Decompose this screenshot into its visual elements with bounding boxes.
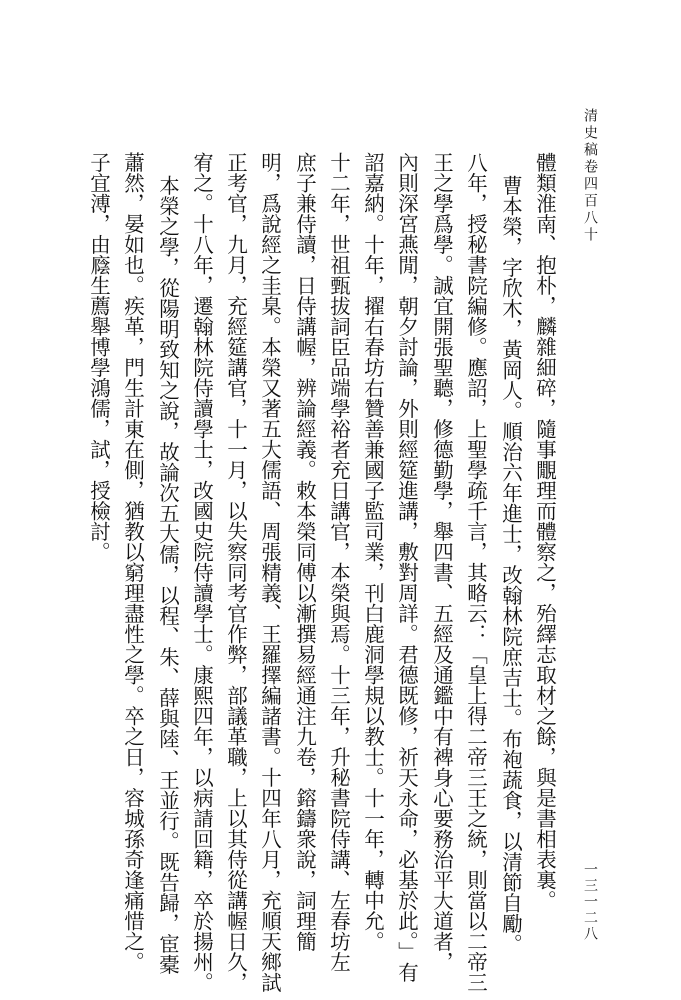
text-column-14: 子宜溥，由廕生薦舉博學鴻儒，試，授檢討。 — [86, 152, 111, 562]
running-title: 清史稿卷四百八十 — [582, 108, 598, 244]
text-column-10: 正考官，九月，充經筵講官，十一月，以失察同考官作弊，部議革職，上以其侍從講幄日久， — [223, 152, 248, 993]
text-column-7: 十二年，世祖甄拔詞臣品端學裕者充日講官，本榮與焉。十三年，升秘書院侍講、左春坊左 — [326, 152, 351, 972]
text-column-1: 體類淮南、抱朴，麟雜細碎，隨事覵理而體察之，殆繹志取材之餘，與是書相表裏。 — [532, 152, 557, 911]
text-column-13: 蕭然，晏如也。疾革，門生計東在側，猶教以窮理盡性之學。卒之日，容城孫奇逢痛惜之。 — [120, 152, 145, 972]
text-column-11: 宥之。十八年，遷翰林院侍讀學士，改國史院侍讀學士。康熙四年，以病請回籍，卒於揚州。 — [189, 152, 214, 993]
text-column-12: 本榮之學，從陽明致知之說，故論次五大儒，以程、朱、薛與陸、王並行。既告歸，宦橐 — [155, 175, 180, 975]
text-column-6: 詔嘉納。十年，擢右春坊右贊善兼國子監司業，刊白鹿洞學規以教士。十一年，轉中允。 — [360, 152, 385, 952]
text-column-8: 庶子兼侍讀，日侍講幄，辨論經義。敕本榮同傅以漸撰易經通注九卷，鎔鑄衆說，詞理簡 — [292, 152, 317, 952]
text-column-9: 明，爲說經之圭臬。本榮又著五大儒語、周張精義、王羅擇編諸書。十四年八月，充順天鄉試 — [257, 152, 282, 993]
text-column-4: 王之學爲學。誠宜開張聖聽，修德勤學，舉四書、五經及通鑑中有裨身心要務治平大道者， — [429, 152, 454, 972]
page-number: 一三一二八 — [582, 862, 598, 942]
text-column-2: 曹本榮，字欣木，黃岡人。順治六年進士，改翰林院庶吉士。布袍蔬食，以清節自勵。 — [498, 175, 523, 954]
text-column-3: 八年，授秘書院編修。應詔，上聖學疏千言，其略云：「皇上得二帝三王之統，則當以二帝三 — [463, 152, 488, 993]
text-column-5: 內則深宮燕閒，朝夕討論，外則經筵進講，敷對周詳。君德既修，祈天永命，必基於此。」有 — [394, 152, 419, 983]
